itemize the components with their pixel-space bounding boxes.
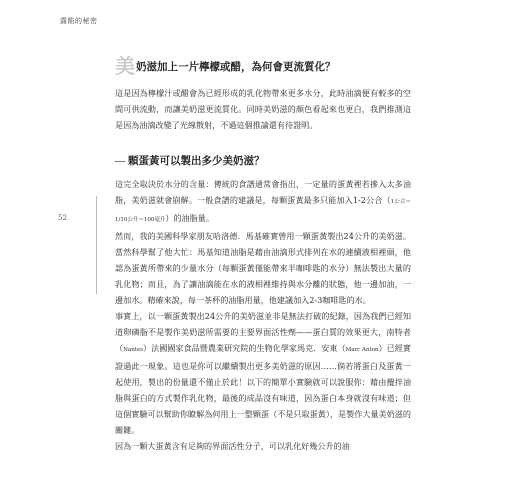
heading-text: 顆蛋黃可以製出多少美奶滋？: [128, 155, 265, 167]
paragraph-harold-mcgee: 然而，我的美國科學家朋友哈洛德．馬基確實曾用一顆蛋黃製出24公升的美奶滋。當然科學幫了他大忙：馬基知道油脂是藉由油滴形式排列在水的連續液相裡頭，他認為蛋黃所帶來的少量水分（每顆蛋黃僅能帶來半咖啡匙的水分）無法製出大量的乳化物；而且，為了讓油滴能在水的液相裡維持與水分離的狀態，他一邊加油，一邊加水。精確來說，每一茶杯的油脂用量，他建議加入2-3咖啡匙的水。: [115, 231, 411, 305]
margin-rule: [96, 196, 97, 294]
section-heading-lemon: [115, 50, 411, 79]
unit-note: 1公合＝1/10公升＝100毫升: [115, 199, 412, 223]
running-header: 露餡的秘密: [60, 17, 98, 25]
page-number: 52: [58, 214, 67, 222]
person-name: Marc Anton: [345, 347, 379, 353]
paragraph-record: 事實上，以一顆蛋黃製出24公升的美奶滋並非是無法打破的紀錄，因為我們已經知道卵磷脂不是製作美奶滋所需要的主要界面活性劑——蛋白質的效果更大，南特者（Nantes）法國國家食品暨農業研究院的生物化學家馬克．安東（Marc Anton）已經實證過此一現象。這也是你可以繼續製出更多美奶滋的原因……倘若將蛋白及蛋黃一起使用，製出的份量還不僅止於此！以下的簡單小實驗就可以說服你：藉由攪拌油脂與蛋白的方式製作乳化物，最後的成品沒有味道，因為蛋白本身就沒有味道；但這個實驗可以幫助你瞭解為何用上一整顆蛋（不是只取蛋黃），是製作大量美奶滋的關鍵。: [115, 311, 411, 435]
section-heading-yolk: [115, 153, 411, 168]
page-body: [115, 50, 411, 454]
heading-dash: [115, 161, 125, 162]
paragraph-lemon: 這是因為檸檬汁或醋會為已經形成的乳化物帶來更多水分，此時油滴便有較多的空間可供流動，而讓美奶滋更流質化。同時美奶滋的顏色看起來也更白，我們推測這是因為油滴改變了光線散射，不過這個推論還有待證明。: [115, 88, 411, 130]
heading-text: 奶滋加上一片檸檬或醋，為何會更流質化？: [136, 61, 336, 73]
paragraph-water-content: 這完全取決於水分的含量：傳統的食譜通常會指出，一定量的蛋黃裡若摻入太多油脂，美奶滋就會崩解。一般食譜的建議是，每顆蛋黃最多只能加入1-2公合（1公合＝1/10公升＝100毫升）的油脂量。: [115, 179, 412, 223]
place-name: Nantes: [123, 347, 144, 353]
heading-initial: 美: [115, 54, 135, 78]
paragraph-last: 因為一顆大蛋黃含有足夠的界面活性分子，可以乳化好幾公升的油: [115, 441, 350, 451]
